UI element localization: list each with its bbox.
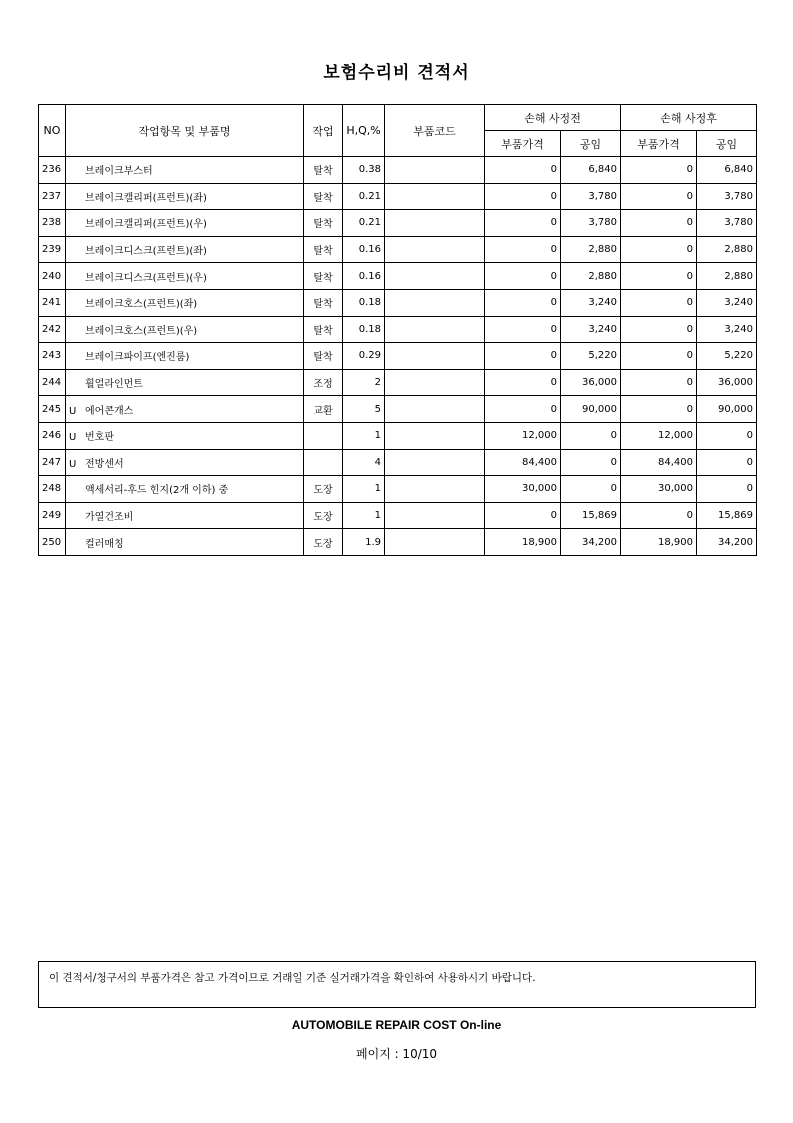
row-after-labor: 6,840 <box>697 157 757 184</box>
row-before-labor: 34,200 <box>561 529 621 556</box>
row-part-code <box>385 183 485 210</box>
row-item-label: 브레이크호스(프런트)(좌) <box>85 299 198 311</box>
row-no: 250 <box>39 529 66 556</box>
header-item: 작업항목 및 부품명 <box>66 105 304 157</box>
row-part-code <box>385 396 485 423</box>
table-row <box>39 343 757 370</box>
row-after-labor: 5,220 <box>697 343 757 370</box>
row-item-label: 휠얼라인먼트 <box>85 379 143 391</box>
row-after-labor: 3,240 <box>697 316 757 343</box>
table-row <box>39 529 757 556</box>
header-work: 작업 <box>304 105 343 157</box>
row-hq: 5 <box>343 396 385 423</box>
row-item-label: 액세서리-후드 힌지(2개 이하) 중 <box>85 485 229 497</box>
row-before-part-price: 0 <box>485 396 561 423</box>
row-no: 249 <box>39 502 66 529</box>
row-no: 244 <box>39 369 66 396</box>
row-after-part-price: 12,000 <box>621 422 697 449</box>
row-item-label: 전방센서 <box>85 458 124 470</box>
row-hq: 2 <box>343 369 385 396</box>
row-item-name <box>66 289 304 316</box>
row-item-name <box>66 396 304 423</box>
row-before-labor: 3,240 <box>561 289 621 316</box>
row-item-label: 브레이크디스크(프런트)(좌) <box>85 246 207 258</box>
row-work: 탈착 <box>304 157 343 184</box>
estimate-rows <box>39 157 757 556</box>
row-before-part-price: 0 <box>485 157 561 184</box>
row-before-part-price: 0 <box>485 316 561 343</box>
row-after-labor: 2,880 <box>697 236 757 263</box>
row-after-part-price: 0 <box>621 343 697 370</box>
row-after-labor: 0 <box>697 449 757 476</box>
row-work: 조정 <box>304 369 343 396</box>
row-after-part-price: 0 <box>621 396 697 423</box>
row-hq: 1 <box>343 476 385 503</box>
row-before-labor: 3,780 <box>561 183 621 210</box>
row-after-part-price: 30,000 <box>621 476 697 503</box>
row-no: 246 <box>39 422 66 449</box>
row-flag: U <box>69 432 77 444</box>
row-no: 245 <box>39 396 66 423</box>
row-hq: 0.18 <box>343 289 385 316</box>
header-before-adjustment: 손해 사정전 <box>485 105 621 131</box>
row-work: 탈착 <box>304 210 343 237</box>
row-item-name <box>66 529 304 556</box>
row-part-code <box>385 369 485 396</box>
row-before-part-price: 0 <box>485 502 561 529</box>
row-hq: 0.29 <box>343 343 385 370</box>
row-after-part-price: 18,900 <box>621 529 697 556</box>
row-after-part-price: 0 <box>621 369 697 396</box>
row-before-part-price: 12,000 <box>485 422 561 449</box>
row-hq: 1 <box>343 502 385 529</box>
row-work: 탈착 <box>304 183 343 210</box>
row-after-part-price: 0 <box>621 316 697 343</box>
row-after-labor: 15,869 <box>697 502 757 529</box>
header-after-adjustment: 손해 사정후 <box>621 105 757 131</box>
row-after-labor: 3,780 <box>697 183 757 210</box>
row-before-labor: 15,869 <box>561 502 621 529</box>
row-item-label: 브레이크캘리퍼(프런트)(우) <box>85 219 207 231</box>
row-item-name <box>66 343 304 370</box>
table-row <box>39 157 757 184</box>
row-after-labor: 90,000 <box>697 396 757 423</box>
row-before-part-price: 0 <box>485 236 561 263</box>
row-hq: 0.16 <box>343 263 385 290</box>
row-part-code <box>385 210 485 237</box>
row-before-part-price: 30,000 <box>485 476 561 503</box>
disclaimer-text: 이 견적서/청구서의 부품가격은 참고 가격이므로 거래일 기준 실거래가격을 확인하여 사용하시기 바랍니다. <box>49 972 536 984</box>
row-hq: 0.38 <box>343 157 385 184</box>
table-row <box>39 449 757 476</box>
row-no: 247 <box>39 449 66 476</box>
row-part-code <box>385 529 485 556</box>
row-item-name <box>66 210 304 237</box>
estimate-table <box>38 104 757 556</box>
table-row <box>39 396 757 423</box>
table-row <box>39 316 757 343</box>
row-item-name <box>66 236 304 263</box>
row-after-labor: 2,880 <box>697 263 757 290</box>
row-item-name <box>66 157 304 184</box>
row-hq: 4 <box>343 449 385 476</box>
row-after-labor: 34,200 <box>697 529 757 556</box>
table-row <box>39 210 757 237</box>
row-part-code <box>385 422 485 449</box>
row-item-name <box>66 422 304 449</box>
row-item-label: 브레이크캘리퍼(프런트)(좌) <box>85 192 207 204</box>
row-before-labor: 0 <box>561 422 621 449</box>
row-item-label: 번호판 <box>85 432 114 444</box>
row-part-code <box>385 289 485 316</box>
row-part-code <box>385 316 485 343</box>
table-row <box>39 502 757 529</box>
row-flag: U <box>69 458 77 470</box>
row-part-code <box>385 502 485 529</box>
row-hq: 0.21 <box>343 183 385 210</box>
table-row <box>39 289 757 316</box>
row-no: 239 <box>39 236 66 263</box>
row-no: 248 <box>39 476 66 503</box>
table-row <box>39 369 757 396</box>
row-before-part-price: 0 <box>485 263 561 290</box>
row-after-labor: 0 <box>697 476 757 503</box>
page-number: 페이지 : 10/10 <box>355 1047 438 1061</box>
row-before-labor: 2,880 <box>561 236 621 263</box>
row-item-label: 브레이크파이프(엔진룸) <box>85 352 190 364</box>
row-before-labor: 3,240 <box>561 316 621 343</box>
row-part-code <box>385 157 485 184</box>
header-no: NO <box>39 105 66 157</box>
row-before-part-price: 84,400 <box>485 449 561 476</box>
row-item-name <box>66 369 304 396</box>
row-before-labor: 6,840 <box>561 157 621 184</box>
row-before-labor: 0 <box>561 449 621 476</box>
table-row <box>39 422 757 449</box>
row-before-part-price: 0 <box>485 343 561 370</box>
table-row <box>39 183 757 210</box>
row-after-labor: 3,240 <box>697 289 757 316</box>
row-hq: 1 <box>343 422 385 449</box>
row-after-part-price: 84,400 <box>621 449 697 476</box>
row-before-labor: 2,880 <box>561 263 621 290</box>
row-part-code <box>385 236 485 263</box>
row-item-label: 브레이크부스터 <box>85 166 153 178</box>
row-hq: 0.21 <box>343 210 385 237</box>
row-before-labor: 0 <box>561 476 621 503</box>
row-item-name <box>66 316 304 343</box>
row-work: 교환 <box>304 396 343 423</box>
row-item-label: 브레이크호스(프런트)(우) <box>85 325 198 337</box>
table-row <box>39 236 757 263</box>
row-item-name <box>66 263 304 290</box>
row-before-part-price: 0 <box>485 210 561 237</box>
row-work <box>304 449 343 476</box>
row-work <box>304 422 343 449</box>
row-item-name <box>66 476 304 503</box>
row-work: 도장 <box>304 476 343 503</box>
row-item-label: 가열건조비 <box>85 512 134 524</box>
disclaimer-box <box>38 961 756 1008</box>
row-flag: U <box>69 405 77 417</box>
header-after-part-price: 부품가격 <box>621 131 697 157</box>
row-item-name <box>66 183 304 210</box>
row-no: 243 <box>39 343 66 370</box>
table-row <box>39 476 757 503</box>
header-part-code: 부품코드 <box>385 105 485 157</box>
row-after-part-price: 0 <box>621 183 697 210</box>
row-after-part-price: 0 <box>621 289 697 316</box>
header-after-labor: 공임 <box>697 131 757 157</box>
row-after-labor: 3,780 <box>697 210 757 237</box>
row-item-label: 에어콘개스 <box>85 405 134 417</box>
row-before-part-price: 0 <box>485 289 561 316</box>
row-work: 탈착 <box>304 236 343 263</box>
row-after-part-price: 0 <box>621 263 697 290</box>
row-no: 241 <box>39 289 66 316</box>
row-before-part-price: 0 <box>485 183 561 210</box>
row-part-code <box>385 263 485 290</box>
row-hq: 0.16 <box>343 236 385 263</box>
row-after-part-price: 0 <box>621 502 697 529</box>
row-hq: 1.9 <box>343 529 385 556</box>
row-work: 탈착 <box>304 343 343 370</box>
row-after-labor: 0 <box>697 422 757 449</box>
row-after-labor: 36,000 <box>697 369 757 396</box>
row-no: 240 <box>39 263 66 290</box>
row-item-label: 컬러매칭 <box>85 538 124 550</box>
row-before-labor: 36,000 <box>561 369 621 396</box>
row-after-part-price: 0 <box>621 236 697 263</box>
row-no: 236 <box>39 157 66 184</box>
row-after-part-price: 0 <box>621 157 697 184</box>
row-no: 237 <box>39 183 66 210</box>
row-no: 238 <box>39 210 66 237</box>
brand-label: AUTOMOBILE REPAIR COST On-line <box>291 1018 502 1032</box>
header-before-labor: 공임 <box>561 131 621 157</box>
header-before-part-price: 부품가격 <box>485 131 561 157</box>
row-no: 242 <box>39 316 66 343</box>
row-work: 탈착 <box>304 316 343 343</box>
row-work: 도장 <box>304 502 343 529</box>
row-item-name <box>66 502 304 529</box>
row-part-code <box>385 449 485 476</box>
row-work: 도장 <box>304 529 343 556</box>
row-item-name <box>66 449 304 476</box>
header-hq: H,Q,% <box>343 105 385 157</box>
row-work: 탈착 <box>304 289 343 316</box>
page-title: 보험수리비 견적서 <box>323 63 470 83</box>
row-hq: 0.18 <box>343 316 385 343</box>
table-row <box>39 263 757 290</box>
row-part-code <box>385 476 485 503</box>
row-before-part-price: 0 <box>485 369 561 396</box>
row-before-labor: 90,000 <box>561 396 621 423</box>
row-work: 탈착 <box>304 263 343 290</box>
row-before-labor: 5,220 <box>561 343 621 370</box>
row-part-code <box>385 343 485 370</box>
row-after-part-price: 0 <box>621 210 697 237</box>
row-item-label: 브레이크디스크(프런트)(우) <box>85 272 207 284</box>
row-before-labor: 3,780 <box>561 210 621 237</box>
row-before-part-price: 18,900 <box>485 529 561 556</box>
